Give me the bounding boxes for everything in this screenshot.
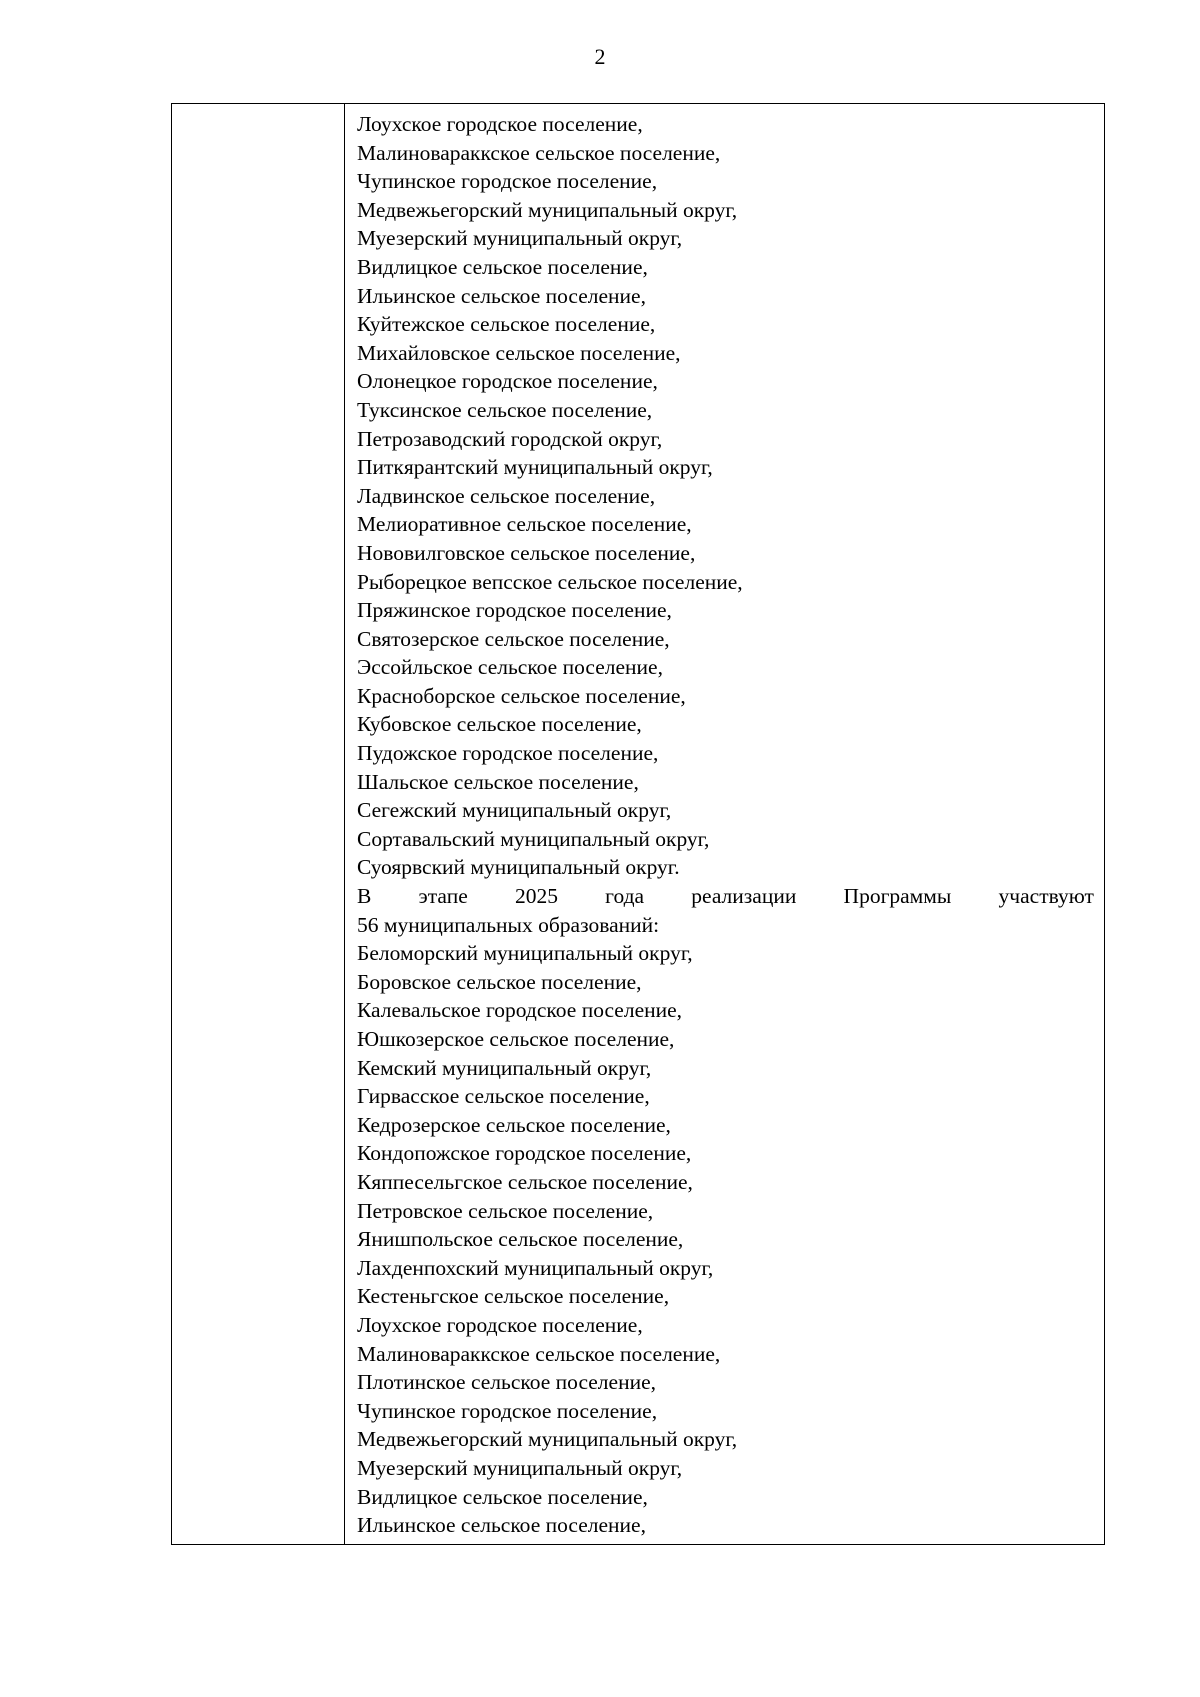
list-item: Гирвасское сельское поселение,	[357, 1084, 650, 1109]
list-item: Кедрозерское сельское поселение,	[357, 1112, 671, 1137]
municipality-list-before	[357, 110, 1094, 882]
stage-word: 2025	[514, 884, 558, 909]
list-item: Сортавальский муниципальный округ,	[357, 826, 710, 851]
municipality-list-after	[357, 939, 1094, 1539]
document-table	[171, 103, 1105, 1545]
list-item: Рыборецкое вепсское сельское поселение,	[357, 569, 743, 594]
table-right-column	[345, 104, 1104, 1544]
list-item: Чупинское городское поселение,	[357, 1398, 658, 1423]
list-item: Пудожское городское поселение,	[357, 741, 659, 766]
list-item: Петровское сельское поселение,	[357, 1198, 654, 1223]
list-item: Беломорский муниципальный округ,	[357, 941, 693, 966]
list-item: Медвежьегорский муниципальный округ,	[357, 197, 738, 222]
list-item: Туксинское сельское поселение,	[357, 397, 653, 422]
list-item: Ладвинское сельское поселение,	[357, 483, 656, 508]
list-item: Плотинское сельское поселение,	[357, 1370, 657, 1395]
list-item: Олонецкое городское поселение,	[357, 369, 658, 394]
stage-word: года	[605, 884, 645, 909]
list-item: Лоухское городское поселение,	[357, 112, 643, 136]
stage-word: этапе	[418, 884, 468, 909]
list-item: Малиновараккское сельское поселение,	[357, 1341, 721, 1366]
list-item: Пряжинское городское поселение,	[357, 598, 672, 623]
list-item: Шальское сельское поселение,	[357, 769, 639, 794]
list-item: Михайловское сельское поселение,	[357, 340, 681, 365]
list-item: Кестеньгское сельское поселение,	[357, 1284, 670, 1309]
stage-word: реализации	[691, 884, 797, 909]
list-item: Куйтежское сельское поселение,	[357, 312, 656, 337]
list-item: Муезерский муниципальный округ,	[357, 1455, 683, 1480]
list-item: Петрозаводский городской округ,	[357, 426, 663, 451]
stage-word: Программы	[843, 884, 952, 909]
list-item: Видлицкое сельское поселение,	[357, 1484, 648, 1509]
list-item: Янишпольское сельское поселение,	[357, 1227, 684, 1252]
list-item: Суоярвский муниципальный округ.	[357, 855, 680, 880]
table-left-column	[172, 104, 345, 1544]
stage-sentence	[357, 882, 1094, 911]
list-item: Чупинское городское поселение,	[357, 169, 658, 194]
list-item: Кондопожское городское поселение,	[357, 1141, 692, 1166]
list-item: Питкярантский муниципальный округ,	[357, 455, 713, 480]
stage-word: участвуют	[998, 884, 1094, 909]
list-item: Видлицкое сельское поселение,	[357, 254, 648, 279]
list-item: Лоухское городское поселение,	[357, 1312, 643, 1337]
list-item: Калевальское городское поселение,	[357, 998, 683, 1023]
stage-word: В	[357, 884, 372, 909]
page-number: 2	[594, 44, 606, 69]
list-item: Медвежьегорский муниципальный округ,	[357, 1427, 738, 1452]
list-item: Святозерское сельское поселение,	[357, 626, 670, 651]
list-item: Лахденпохский муниципальный округ,	[357, 1255, 714, 1280]
list-item: Кяппесельгское сельское поселение,	[357, 1169, 693, 1194]
list-item: Боровское сельское поселение,	[357, 969, 642, 994]
stage-sentence-continuation: 56 муниципальных образований:	[357, 912, 660, 937]
list-item: Эссойльское сельское поселение,	[357, 655, 663, 680]
list-item: Ильинское сельское поселение,	[357, 283, 646, 308]
list-item: Кемский муниципальный округ,	[357, 1055, 652, 1080]
list-item: Юшкозерское сельское поселение,	[357, 1027, 675, 1051]
list-item: Нововилговское сельское поселение,	[357, 540, 696, 565]
list-item: Сегежский муниципальный округ,	[357, 798, 672, 823]
list-item: Мелиоративное сельское поселение,	[357, 512, 692, 537]
list-item: Малиновараккское сельское поселение,	[357, 140, 721, 165]
list-item: Ильинское сельское поселение,	[357, 1513, 646, 1538]
list-item: Красноборское сельское поселение,	[357, 683, 686, 708]
list-item: Муезерский муниципальный округ,	[357, 226, 683, 251]
list-item: Кубовское сельское поселение,	[357, 712, 642, 737]
